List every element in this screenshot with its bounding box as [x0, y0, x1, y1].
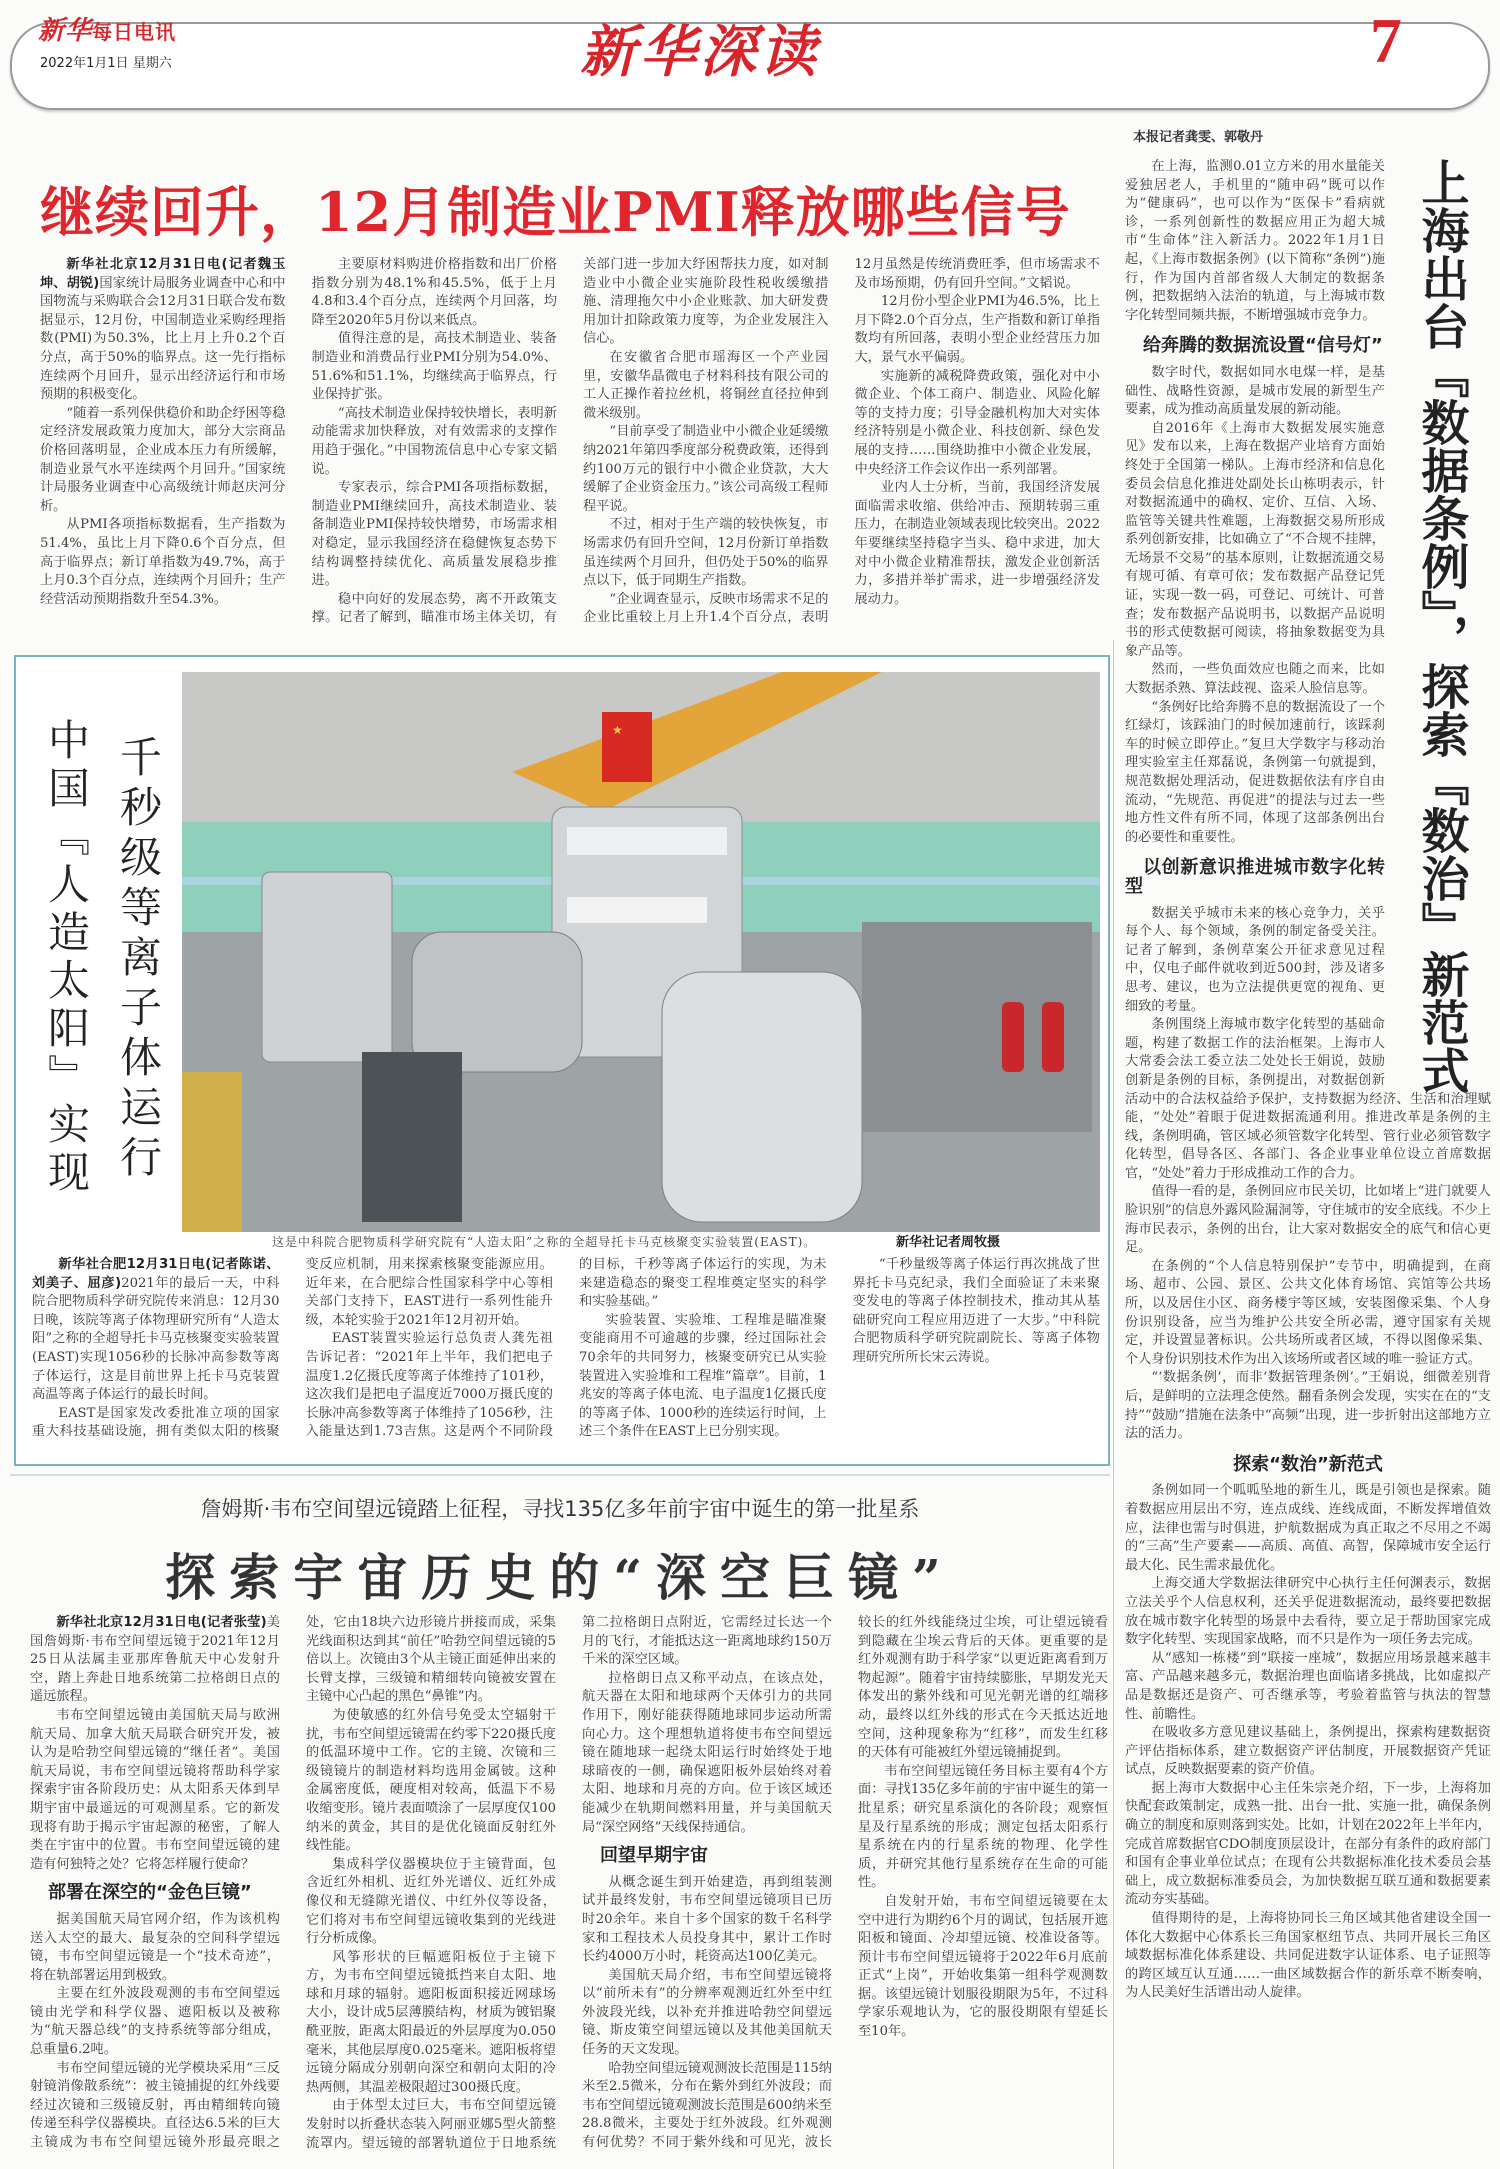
- column-divider: [1113, 640, 1114, 2169]
- fusion-article-body: [32, 1256, 1100, 1452]
- flag: [602, 712, 652, 782]
- paragraph: 在吸收多方意见建议基础上，条例提出，探索构建数据资产评估指标体系，建立数据资产评估制度，开展数据资产凭证试点，反映数据要素的资产价值。: [1125, 1725, 1491, 1778]
- paragraph: 从“感知一栋楼”到“联接一座城”，数据应用场景越来越丰富、产品越来越多元，数据治理也面临诸多挑战，比如虚拟产品是数据还是资产、可否继承等，考验着监管与执法的智慧性、前瞻性。: [1125, 1650, 1491, 1722]
- subheading: 回望早期宇宙: [600, 1845, 708, 1867]
- subheading: 给奔腾的数据流设置“信号灯”: [1143, 335, 1383, 357]
- paragraph: 上海交通大学数据法律研究中心执行主任何渊表示，数据立法关乎个人信息权利，还关乎促进数据流动，最终要把数据放在城市数字化转型的场景中去看待，要立足于帮助国家完成数字化转型、实现国家战略，而不只是作为一项任务去完成。: [1125, 1576, 1491, 1648]
- paragraph: 主要在红外波段观测的韦布空间望远镜由光学和科学仪器、遮阳板以及被称为“航天器总线”的支持系统等部分组成，总重量6.2吨。: [30, 1986, 280, 2058]
- paragraph: 值得注意的是，高技术制造业、装备制造业和消费品行业PMI分别为54.0%、51.6%和51.1%，均继续高于临界点，行业保持扩张。: [311, 331, 557, 403]
- pmi-article-body: [40, 256, 1100, 640]
- fusion-title-line-2: 中国『人造太阳』实现: [42, 718, 91, 1198]
- shanghai-headline: 上海出台『数据条例』，探索『数治』新范式: [1413, 158, 1469, 1094]
- cylinder-front: [662, 972, 862, 1222]
- subheading: 部署在深空的“金色巨镜”: [48, 1882, 252, 1904]
- dateline: 新华社合肥12月31日电(记者陈诺、刘美子、屈彦): [32, 1257, 280, 1291]
- dateline: 新华社北京12月31日电(记者张莹): [56, 1615, 267, 1630]
- subheading: 以创新意识推进城市数字化转型: [1125, 857, 1385, 897]
- shanghai-byline: 本报记者龚雯、郭敬丹: [1133, 130, 1264, 145]
- paragraph: [30, 1614, 280, 1707]
- paragraph: 自发射开始，韦布空间望远镜要在太空中进行为期约6个月的调试，包括展开遮阳板和镜面、冷却望远镜、校准设备等。预计韦布空间望远镜将于2022年6月底前正式“上岗”，开始收集第一组科学观测数据。该望远镜计划服役期限为5年，不过科学家乐观地认为，它的服役期限有望延长至10年。: [858, 1893, 1108, 2040]
- red-tank: [1042, 1002, 1064, 1072]
- paragraph: 实施新的减税降费政策，强化对中小微企业、个体工商户、制造业、风险化解等的支持力度；引导金融机构加大对实体经济特别是小微企业、科技创新、绿色发展的支持……围绕助推中小微企业发展，中央经济工作会议作出一系列部署。: [854, 368, 1100, 477]
- paragraph: 值得期待的是，上海将协同长三角区域其他省建设全国一体化大数据中心体系长三角国家枢纽节点、共同开展长三角区域数据标准化体系建设、共同促进数字认证体系、电子证照等的跨区域互认互通……一曲区域数据合作的新乐章不断奏响，为人民美好生活谱出动人旋律。: [1125, 1911, 1491, 2001]
- fusion-title-line-1: 千秒级等离子体运行: [114, 735, 163, 1185]
- paragraph: 数据关乎城市未来的核心竞争力，关乎每个人、每个领域，条例的制定备受关注。记者了解到，条例草案公开征求意见过程中，仅电子邮件就收到近500封，涉及诸多思考、建议，也为立法提供更宽的视角、更细致的考量。: [1125, 905, 1385, 1014]
- paragraph: “随着一系列保供稳价和助企纾困等稳定经济发展政策力度加大，部分大宗商品价格回落明显，企业成本压力有所缓解，制造业景气水平连续两个月回升。”国家统计局服务业调查中心高级统计师赵庆河分析。: [40, 405, 286, 514]
- paragraph: 条例围绕上海城市数字化转型的基础命题，构建了数据工作的法治框架。上海市人大常委会法工委立法二处处长王娟说，鼓励创新是条例的目标，条例提出，对数据创新活动中的合法权益给予保护，支持数据为经济、生活和治理赋能，“处处”着眼于促进数据流通利用。推进改革是条例的主线，条例明确，管区域必须管数字化转型、管行业必须管数字化转型，倡导各区、各部门、各企业事业单位设立首席数据官，“处处”着力于形成推动工作的合力。: [1125, 1017, 1491, 1181]
- paragraph: 从PMI各项指标数据看，生产指数为51.4%，虽比上月下降0.6个百分点，但高于临界点；新订单指数为49.7%，高于上月0.3个百分点，连续两个月回升；生产经营活动预期指数升至54.3%。: [40, 517, 286, 607]
- paragraph: 专家表示，综合PMI各项指标数据，制造业PMI继续回升，高技术制造业、装备制造业PMI保持较快增势，市场需求相对稳定，显示我国经济在稳健恢复态势下结构调整持续优化、高质量发展稳步推进。: [311, 480, 557, 589]
- east-sign: [567, 897, 707, 923]
- paragraph: 哈勃空间望远镜观测波长范围是115纳米至2.5微米，分布在紫外到红外波段；而韦布空间望远镜观测波长范围是600纳米至28.8微米，主要处于红外波段。红外观测有何优势？不同于紫外线和可见光，波长较长的红外线能绕过尘埃，可让望远镜看到隐藏在尘埃云背后的天体。更重要的是红外观测有助于科学家“以更近距离看到万物起源”。随着宇宙持续膨胀，早期发光天体发出的紫外线和可见光朝光谱的红端移动，最终以红外线的形式在今天抵达近地空间，这种现象称为“红移”，而发生红移的天体有可能被红外望远镜捕捉到。: [582, 1615, 1108, 2151]
- paragraph: 在条例的“个人信息特别保护”专节中，明确提到，在商场、超市、公园、景区、公共文化体育场馆、宾馆等公共场所，以及居住小区、商务楼宇等区域，安装图像采集、个人身份识别设备，应当为维护公共安全所必需，遵守国家有关规定，并设置显著标识。公共场所或者区域，不得以图像采集、个人身份识别技术作为出入该场所或者区域的唯一验证方式。: [1125, 1258, 1491, 1367]
- lead-text: 2021年的最后一天，中科院合肥物质科学研究院传来消息：12月30日晚，该院等离子体物理研究所有“人造太阳”之称的全超导托卡马克核聚变实验装置(EAST)实现1056秒的长脉冲高参数等离子体运行，这是目前世界上托卡马克装置高温等离子体运行的最长时间。: [32, 1275, 280, 1403]
- issue-date: 2022年1月1日 星期六: [40, 56, 172, 71]
- paragraph: 美国航天局介绍，韦布空间望远镜将以“前所未有”的分辨率观测近红外至中红外波段光线，以补充并推进哈勃空间望远镜、斯皮策空间望远镜以及其他美国航天任务的天文发现。: [582, 1967, 832, 2058]
- paragraph: EAST是国家发改委批准立项的国家重大科技基础设施，拥有类似太阳的核聚变反应机制，用来探索核聚变能源应用。近年来，在合肥综合性国家科学中心等相关部门支持下，EAST进行一系列性能升级，本轮实验于2021年12月初开始。: [32, 1257, 553, 1440]
- paragraph: 实验装置、实验堆、工程堆是瞄准聚变能商用不可逾越的步骤，经过国际社会70余年的共同努力，核聚变研究已从实验装置进入实验堆和工程堆“篇章”。目前，1兆安的等离子体电流、电子温度1亿摄氏度的等离子体、1000秒的连续运行时间，上述三个条件在EAST上已分别实现。: [579, 1312, 827, 1440]
- paragraph: 在安徽省合肥市瑶海区一个产业园里，安徽华晶微电子材料科技有限公司的工人正操作着拉丝机，将铜丝直径拉伸到微米级别。: [583, 349, 829, 421]
- paragraph: 为使敏感的红外信号免受太空辐射干扰，韦布空间望远镜需在约零下220摄氏度的低温环境中工作。它的主镜、次镜和三级镜镜片的制造材料均选用金属铍。这种金属密度低，硬度相对较高，低温下不易收缩变形。镜片表面喷涂了一层厚度仅100纳米的黄金，其目的是优化镜面反射红外线性能。: [306, 1707, 556, 1854]
- shanghai-article-body: [1125, 158, 1491, 2163]
- tokamak-label-plate: [567, 827, 727, 855]
- paragraph: 从概念诞生到开始建造，再到组装测试并最终发射，韦布空间望远镜项目已历时20余年。来自十多个国家的数千名科学家和工程技术人员投身其中，累计工作时长约4000万小时，耗资高达100亿美元。: [582, 1874, 832, 1965]
- paragraph: 数字时代，数据如同水电煤一样，是基础性、战略性资源，是城市发展的新型生产要素，成为推动高质量发展的新动能。: [1125, 364, 1385, 418]
- paragraph: 集成科学仪器模块位于主镜背面，包含近红外相机、近红外光谱仪、近红外成像仪和无缝隙光谱仪、中红外仪等设备，它们将对韦布空间望远镜收集到的光线进行分析成像。: [306, 1856, 556, 1947]
- photo-credit: 新华社记者周牧摄: [896, 1235, 1001, 1250]
- machine-left: [262, 872, 392, 1062]
- flag-star-icon: ★: [612, 723, 623, 737]
- paragraph: 主要原材料购进价格指数和出厂价格指数分别为48.1%和45.5%，低于上月4.8和3.4个百分点，连续两个月回落，均降至2020年5月份以来低点。: [311, 257, 557, 328]
- paragraph: 业内人士分析，当前，我国经济发展面临需求收缩、供给冲击、预期转弱三重压力，在制造业领域表现比较突出。2022年要继续坚持稳字当头、稳中求进，加大对中小微企业精准帮扶，激发企业创新活力，多措并举扩需求，进一步增强经济发展动力。: [854, 480, 1100, 607]
- paragraph: 12月份小型企业PMI为46.5%，比上月下降2.0个百分点，生产指数和新订单指数均有所回落，表明小型企业经营压力加大，景气水平偏弱。: [854, 294, 1100, 365]
- paragraph: [32, 1256, 280, 1405]
- paragraph: “‘数据条例’，而非‘数据管理条例’。”王娟说，细微差别背后，是鲜明的立法理念使然。翻看条例会发现，实实在在的“支持”“鼓励”措施在法条中“高频”出现，进一步折射出这部地方立法的活力。: [1125, 1370, 1491, 1442]
- equipment-rack: [362, 1052, 462, 1222]
- paragraph: 在上海，监测0.01立方米的用水量能关爱独居老人，手机里的“随申码”既可以作为“健康码”，也可以作为“医保卡”看病就诊，一系列创新性的数据应用正为超大城市“生命体”注入新活力。2022年1月1日起，《上海市数据条例》(以下简称“条例”)施行，作为国内首部省级人大制定的数据条例，把数据纳入法治的轨道，与上海城市数字化转型同频共振，不断增强城市竞争力。: [1125, 159, 1385, 323]
- lead-text: 国家统计局服务业调查中心和中国物流与采购联合会12月31日联合发布数据显示，12月份，中国制造业采购经理指数(PMI)为50.3%，比上月上升0.2个百分点，高于50%的临界点。这一先行指标连续两个月回升，显示出经济运行和市场预期的积极变化。: [40, 275, 286, 403]
- subheading: 探索“数治”新范式: [1233, 1453, 1383, 1475]
- east-tokamak-photo: [182, 672, 1100, 1232]
- paragraph: 拉格朗日点又称平动点，在该点处，航天器在太阳和地球两个天体引力的共同作用下，刚好能获得随地球同步运动所需向心力。这个理想轨道将使韦布空间望远镜在随地球一起绕太阳运行时始终处于地球暗夜的一侧，确保遮阳板外层始终对着太阳、地球和月亮的方向。位于该区域还能减少在轨期间燃料用量，并与美国航天局“深空网络”天线保持通信。: [582, 1670, 832, 1835]
- paragraph: “条例好比给奔腾不息的数据流设了一个红绿灯，该踩油门的时候加速前行，该踩刹车的时候立即停止。”复旦大学数字与移动治理实验室主任郑磊说，条例第一句就提到，规范数据处理活动，促进数据依法有序自由流动，“先规范、再促进”的提法与过去一些地方性文件有所不同，体现了这部条例出台的必要性和重要性。: [1125, 699, 1385, 845]
- cylinder-left: [412, 932, 582, 1072]
- paragraph: 韦布空间望远镜任务目标主要有4个方面：寻找135亿多年前的宇宙中诞生的第一批星系；研究星系演化的各阶段；观察恒星及行星系统的形成；测定包括太阳系行星系统在内的行星系统的物理、化学性质，并研究其他行星系统存在生命的可能性。: [858, 1763, 1108, 1891]
- red-tank: [1002, 1002, 1024, 1072]
- photo-caption: 这是中科院合肥物质科学研究院有“人造太阳”之称的全超导托卡马克核聚变实验装置(EAST)。: [272, 1235, 817, 1249]
- jwst-kicker: 詹姆斯·韦布空间望远镜踏上征程，寻找135亿多年前宇宙中诞生的第一批星系: [200, 1497, 920, 1521]
- paragraph: 由于体型太过巨大，韦布空间望远镜发射时以折叠状态装入阿丽亚娜5型火箭整流罩内。望远镜的部署轨道位于日地系统第二拉格朗日点附近，它需经过长达一个月的飞行，才能抵达这一距离地球约150万千米的深空区域。: [306, 1615, 832, 2151]
- section-divider: [10, 1474, 1110, 1476]
- paragraph: 值得一看的是，条例回应市民关切，比如堵上“进门就要人脸识别”的信息外露风险漏洞等，守住城市的安全底线。不少上海市民表示，条例的出台，让大家对数据安全的底气和信心更足。: [1125, 1184, 1491, 1256]
- paragraph: 然而，一些负面效应也随之而来，比如大数据杀熟、算法歧视、盗采人脸信息等。: [1125, 662, 1385, 697]
- floor-yellow: [182, 1072, 242, 1232]
- logo-brand-text: 新华: [38, 16, 93, 46]
- paragraph: 风筝形状的巨幅遮阳板位于主镜下方，为韦布空间望远镜抵挡来自太阳、地球和月球的辐射。遮阳板面积接近网球场大小，设计成5层薄膜结构，材质为镀铝聚酰亚胺，距离太阳最近的外层厚度为0.050毫米，其他层厚度0.025毫米。遮阳板将望远镜分隔成分别朝向深空和朝向太阳的冷热两侧，其温差极限超过300摄氏度。: [306, 1949, 556, 2095]
- jwst-article-body: [30, 1614, 1108, 2164]
- paragraph: 稳中向好的发展态势，离不开政策支撑。记者了解到，瞄准市场主体关切，有关部门进一步加大纾困帮扶力度，如对制造业中小微企业实施阶段性税收缓缴措施、清理拖欠中小企业账款、加大研发费用加计扣除政策力度等，为企业发展注入信心。: [311, 257, 829, 626]
- jwst-headline: 探索宇宙历史的“深空巨镜”: [165, 1548, 955, 1607]
- paragraph: “目前享受了制造业中小微企业延缓缴纳2021年第四季度部分税费政策，还得到约100万元的银行中小微企业贷款，大大缓解了企业资金压力。”该公司高级工程师程平说。: [583, 424, 829, 514]
- paragraph: 韦布空间望远镜的光学模块采用“三反射镜消像散系统”：被主镜捕捉的红外线要经过次镜和三级镜反射，再由精细转向镜传递至科学仪器模块。直径达6.5米的巨大主镜成为韦布空间望远镜外形最亮眼之处，它由18块六边形镜片拼接而成，采集光线面积达到其“前任”哈勃空间望远镜的5倍以上。次镜由3个从主镜正面延伸出来的长臂支撑，三级镜和精细转向镜被安置在主镜中心凸起的黑色“鼻锥”内。: [30, 1615, 556, 2151]
- paragraph: [40, 256, 286, 405]
- paragraph: “高技术制造业保持较快增长，表明新动能需求加快释放，对有效需求的支撑作用趋于强化。”中国物流信息中心专家文韬说。: [311, 405, 557, 477]
- paragraph: 不过，相对于生产端的较快恢复，市场需求仍有回升空间，12月份新订单指数虽连续两个月回升，但仍处于50%的临界点以下，低于同期生产指数。: [583, 517, 829, 589]
- paragraph: 据美国航天局官网介绍，作为该机构送入太空的最大、最复杂的空间科学望远镜，韦布空间望远镜是一个“技术奇迹”，将在轨部署运用到极致。: [30, 1911, 280, 1983]
- paragraph: 条例如同一个呱呱坠地的新生儿，既是引领也是探索。随着数据应用层出不穷，连点成线、连线成面，不断发挥增值效应，法律也需与时俱进，护航数据成为真正取之不尽用之不竭的“三高”生产要素——高质、高值、高智，保障城市安全运行最大化、民生需求最优化。: [1125, 1483, 1491, 1573]
- paragraph: 自2016年《上海市大数据发展实施意见》发布以来，上海在数据产业培育方面始终处于全国第一梯队。上海市经济和信息化委员会信息化推进处副处长山栋明表示，针对数据流通中的确权、定价、互信、入场、监管等关键共性难题，上海数据交易所形成系列创新安排，比如确立了“不合规不挂牌，无场景不交易”的基本原则，让数据流通交易有规可循、有章可依；发布数据产品登记凭证，实现一数一码，可登记、可统计、可普查；发布数据产品说明书，以数据产品说明书的形式使数据可阅读，将抽象数据变为具象产品等。: [1125, 420, 1385, 659]
- page-number: 7: [1370, 5, 1402, 76]
- paragraph: “企业调查显示，反映市场需求不足的企业比重较上月上升1.4个百分点，表明12月虽然是传统消费旺季，但市场需求不及市场预期，仍有回升空间。”文韬说。: [583, 257, 1100, 626]
- section-title: 新华深读: [580, 19, 820, 85]
- logo-paper-name: 每日电讯: [92, 20, 177, 44]
- paragraph: “千秒量级等离子体运行再次挑战了世界托卡马克纪录，我们全面验证了未来聚变发电的等离子体控制技术，推动其从基础研究向工程应用迈进了一大步。”中科院合肥物质科学研究院副院长、等离子体物理研究所所长宋云涛说。: [852, 1257, 1100, 1365]
- paragraph: 据上海市大数据中心主任朱宗尧介绍，下一步，上海将加快配套政策制定，成熟一批、出台一批、实施一批，确保条例确立的制度和原则落到实处。比如，计划在2022年上半年内，完成首席数据官CDO制度顶层设计，在部分有条件的政府部门和国有企事业单位试点；在现有公共数据标准化技术委员会基础上，成立数据标准委员会，为加快数据互联互通和数据要素流动夯实基础。: [1125, 1780, 1491, 1908]
- paper-logo: [38, 10, 176, 47]
- pmi-headline: 继续回升，12月制造业PMI释放哪些信号: [40, 180, 1071, 244]
- lead-text: 美国詹姆斯·韦布空间望远镜于2021年12月25日从法属圭亚那库鲁航天中心发射升空，踏上奔赴日地系统第二拉格朗日点的遥远旅程。: [30, 1615, 280, 1705]
- paragraph: 韦布空间望远镜由美国航天局与欧洲航天局、加拿大航天局联合研究开发，被认为是哈勃空间望远镜的“继任者”。美国航天局说，韦布空间望远镜将帮助科学家探索宇宙各阶段历史：从太阳系天体到早期宇宙中最遥远的可观测星系。它的新发现将有助于揭示宇宙起源的秘密，了解人类在宇宙中的位置。韦布空间望远镜的建造有何独特之处？它将怎样履行使命？: [30, 1707, 280, 1872]
- paragraph: EAST装置实验运行总负责人龚先祖告诉记者：“2021年上半年，我们把电子温度1.2亿摄氏度等离子体维持了101秒，这次我们是把电子温度近7000万摄氏度的长脉冲高参数等离子体维持了1056秒，注入能量达到1.73吉焦。这是两个不同阶段的目标，千秒等离子体运行的实现，为未来建造稳态的聚变工程堆奠定坚实的科学和实验基础。”: [305, 1257, 827, 1440]
- dateline: 新华社北京12月31日电(记者魏玉坤、胡锐): [40, 257, 286, 291]
